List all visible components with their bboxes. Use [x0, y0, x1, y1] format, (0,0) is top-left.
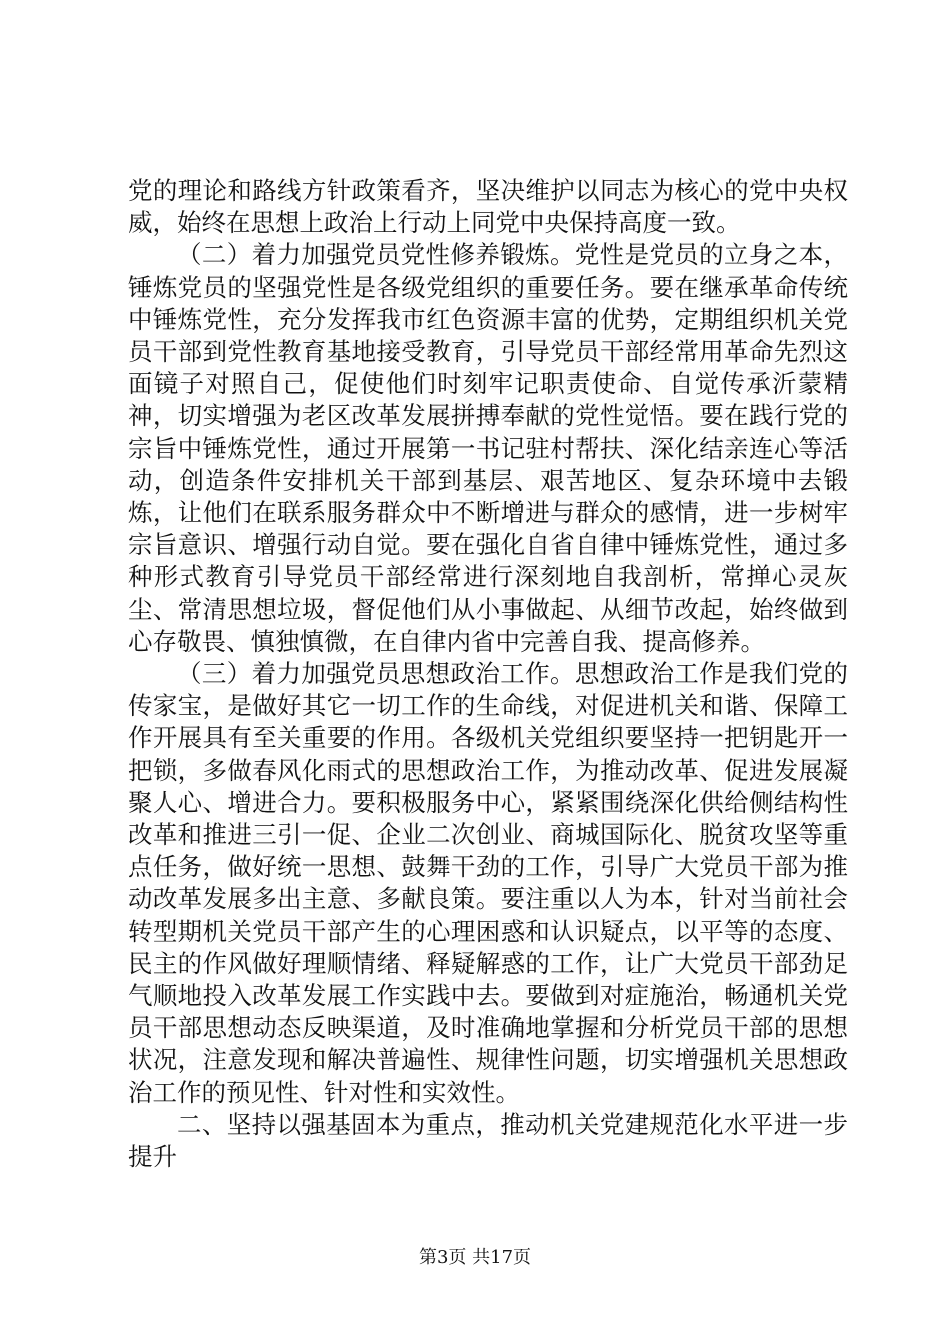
heading-part-2: 二、坚持以强基固本为重点，推动机关党建规范化水平进一步提升	[128, 1109, 848, 1172]
paragraph-section-2: （二）着力加强党员党性修养锻炼。党性是党员的立身之本，锤炼党员的坚强党性是各级党组织的重要任务。要在继承革命传统中锤炼党性，充分发挥我市红色资源丰富的优势，定期组织机关党员干部到党性教育基地接受教育，引导党员干部经常用革命先烈这面镜子对照自己，促使他们时刻牢记职责使命、自觉传承沂蒙精神，切实增强为老区改革发展拼搏奉献的党性觉悟。要在践行党的宗旨中锤炼党性，通过开展第一书记驻村帮扶、深化结亲连心等活动，创造条件安排机关干部到基层、艰苦地区、复杂环境中去锻炼，让他们在联系服务群众中不断增进与群众的感情，进一步树牢宗旨意识、增强行动自觉。要在强化自省自律中锤炼党性，通过多种形式教育引导党员干部经常进行深刻地自我剖析，常掸心灵灰尘、常清思想垃圾，督促他们从小事做起、从细节改起，始终做到心存敬畏、慎独慎微，在自律内省中完善自我、提高修养。	[128, 240, 848, 656]
document-body	[128, 175, 848, 1173]
page-footer: 第3页 共17页	[418, 1247, 532, 1268]
paragraph-section-3: （三）着力加强党员思想政治工作。思想政治工作是我们党的传家宝，是做好其它一切工作的生命线，对促进机关和谐、保障工作开展具有至关重要的作用。各级机关党组织要坚持一把钥匙开一把锁，多做春风化雨式的思想政治工作，为推动改革、促进发展凝聚人心、增进合力。要积极服务中心，紧紧围绕深化供给侧结构性改革和推进三引一促、企业二次创业、商城国际化、脱贫攻坚等重点任务，做好统一思想、鼓舞干劲的工作，引导广大党员干部为推动改革发展多出主意、多献良策。要注重以人为本，针对当前社会转型期机关党员干部产生的心理困惑和认识疑点，以平等的态度、民主的作风做好理顺情绪、释疑解惑的工作，让广大党员干部劲足气顺地投入改革发展工作实践中去。要做到对症施治，畅通机关党员干部思想动态反映渠道，及时准确地掌握和分析党员干部的思想状况，注意发现和解决普遍性、规律性问题，切实增强机关思想政治工作的预见性、针对性和实效性。	[128, 659, 848, 1107]
paragraph-continuation: 党的理论和路线方针政策看齐，坚决维护以同志为核心的党中央权威，始终在思想上政治上行动上同党中央保持高度一致。	[128, 176, 848, 238]
